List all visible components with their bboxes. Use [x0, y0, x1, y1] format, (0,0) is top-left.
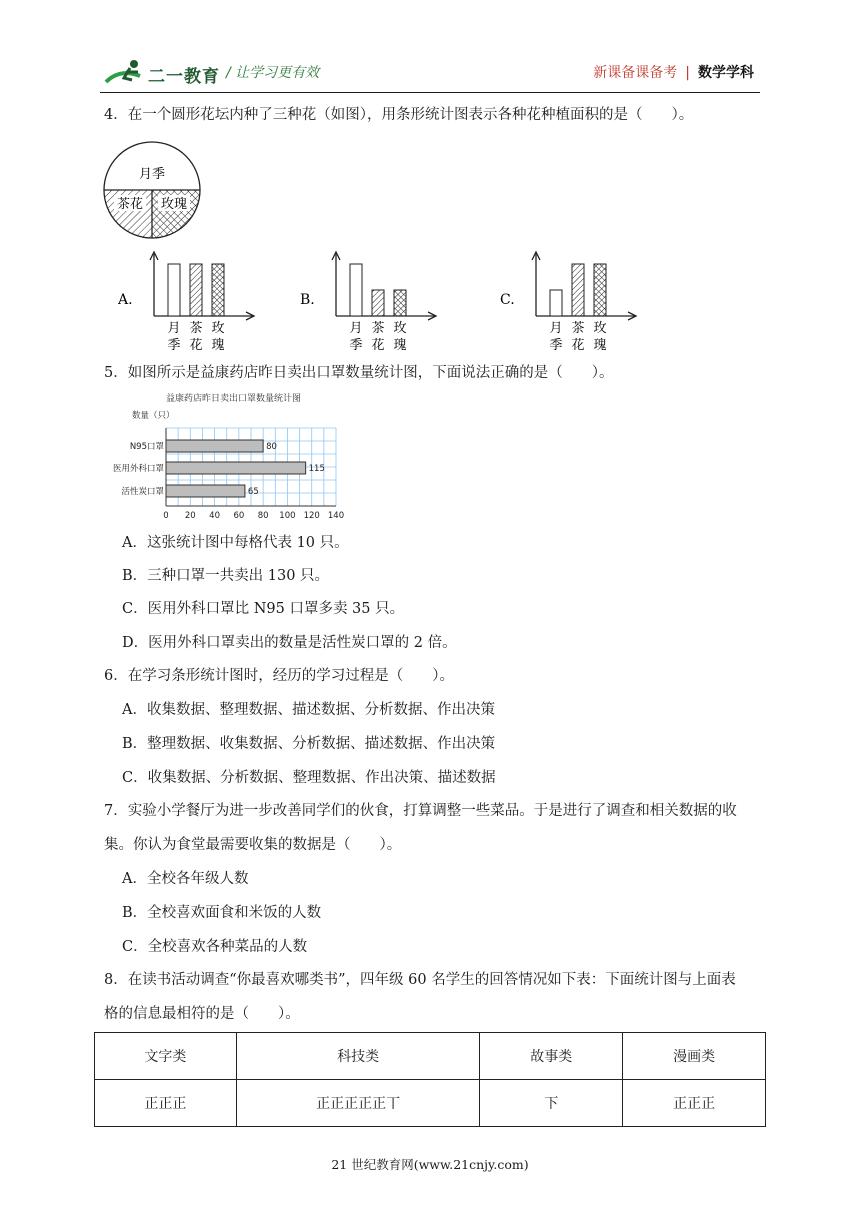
table-cell: 正正正正正丅 — [236, 1080, 480, 1127]
circle-label-yueji: 月季 — [138, 167, 166, 182]
q5-chart-ylabel: 数量（只） — [132, 411, 175, 421]
q4-stem: 4．在一个圆形花坛内种了三种花（如图），用条形统计图表示各种花种植面积的是（ ）。 — [104, 107, 694, 123]
bar — [594, 264, 606, 316]
data-label: 115 — [308, 464, 325, 474]
table-cell: 正正正 — [95, 1080, 237, 1127]
tick-label: 60 — [233, 511, 245, 521]
bar — [572, 264, 584, 316]
tick-label: 季 — [549, 338, 563, 353]
tick-label: 玫 — [211, 321, 225, 336]
tick-label: 月 — [549, 321, 563, 336]
q5-stem: 5．如图所示是益康药店昨日卖出口罩数量统计图，下面说法正确的是（ ）。 — [104, 365, 614, 381]
q7-option-a[interactable]: A．全校各年级人数 — [122, 871, 249, 887]
circle-label-meigui: 玫瑰 — [160, 197, 188, 212]
header-rule — [100, 92, 760, 93]
tick-label: 玫 — [593, 321, 607, 336]
bar — [394, 290, 406, 316]
q4-options-charts — [118, 246, 678, 356]
option-label[interactable]: A. — [118, 292, 133, 308]
tick-label: 0 — [163, 511, 169, 521]
bar — [166, 485, 245, 497]
option-label[interactable]: B. — [300, 292, 315, 308]
table-cell: 正正正 — [623, 1080, 766, 1127]
bar — [190, 264, 202, 316]
tick-label: 月 — [167, 321, 181, 336]
table-header-cell: 故事类 — [480, 1033, 623, 1080]
table-row — [95, 1080, 766, 1127]
tick-label: 花 — [189, 338, 203, 353]
tick-label: 100 — [279, 511, 296, 521]
bar — [166, 462, 306, 474]
bar — [166, 440, 263, 452]
header-subject: 数学学科 — [698, 65, 754, 81]
data-label: 80 — [266, 442, 277, 452]
category-label: 医用外科口罩 — [112, 464, 164, 474]
category-label: 活性炭口罩 — [121, 487, 164, 497]
bar — [168, 264, 180, 316]
q5-chart-title: 益康药店昨日卖出口罩数量统计图 — [166, 394, 302, 404]
tick-label: 茶 — [189, 321, 203, 336]
tick-label: 瑰 — [393, 338, 407, 353]
q6-option-b[interactable]: B．整理数据、收集数据、分析数据、描述数据、作出决策 — [122, 736, 496, 752]
header-separator: | — [685, 65, 690, 81]
q5-chart — [100, 388, 350, 523]
table-header-cell: 漫画类 — [623, 1033, 766, 1080]
bar — [350, 264, 362, 316]
bar — [550, 290, 562, 316]
circle-label-chahua: 茶花 — [116, 197, 144, 212]
tick-label: 瑰 — [593, 338, 607, 353]
tick-label: 80 — [257, 511, 269, 521]
q5-option-a[interactable]: A．这张统计图中每格代表 10 只。 — [122, 535, 349, 551]
table-cell: 下 — [480, 1080, 623, 1127]
tick-label: 季 — [167, 338, 181, 353]
category-label: N95口罩 — [129, 442, 164, 452]
q7-option-b[interactable]: B．全校喜欢面食和米饭的人数 — [122, 905, 322, 921]
tick-label: 120 — [303, 511, 320, 521]
q8-table — [94, 1032, 766, 1127]
page-footer: 21 世纪教育网(www.21cnjy.com) — [331, 1157, 529, 1172]
slogan: / 让学习更有效 — [226, 65, 320, 81]
q7-stem-line2: 集。你认为食堂最需要收集的数据是（ ）。 — [104, 837, 402, 853]
tick-label: 瑰 — [211, 338, 225, 353]
tick-label: 40 — [209, 511, 220, 521]
header-right — [593, 62, 754, 82]
tick-label: 茶 — [371, 321, 385, 336]
q7-stem-line1: 7．实验小学餐厅为进一步改善同学们的伙食，打算调整一些菜品。于是进行了调查和相关数据的收 — [104, 803, 737, 819]
q8-stem-line2: 格的信息最相符的是（ ）。 — [104, 1006, 300, 1022]
q4-circle-figure — [100, 138, 204, 242]
bar — [212, 264, 224, 316]
q7-option-c[interactable]: C．全校喜欢各种菜品的人数 — [122, 939, 308, 955]
tick-label: 140 — [327, 511, 345, 521]
table-header-cell: 科技类 — [236, 1033, 480, 1080]
tick-label: 季 — [349, 338, 363, 353]
q5-option-d[interactable]: D．医用外科口罩卖出的数量是活性炭口罩的 2 倍。 — [122, 635, 457, 651]
tick-label: 20 — [184, 511, 196, 521]
bar — [372, 290, 384, 316]
option-label[interactable]: C. — [500, 292, 515, 308]
data-label: 65 — [247, 487, 259, 497]
q5-option-c[interactable]: C．医用外科口罩比 N95 口罩多卖 35 只。 — [122, 601, 405, 617]
q6-option-a[interactable]: A．收集数据、整理数据、描述数据、分析数据、作出决策 — [122, 702, 495, 718]
tick-label: 花 — [371, 338, 385, 353]
q6-option-c[interactable]: C．收集数据、分析数据、整理数据、作出决策、描述数据 — [122, 770, 496, 786]
tick-label: 花 — [571, 338, 585, 353]
tick-label: 玫 — [393, 321, 407, 336]
tick-label: 茶 — [571, 321, 585, 336]
table-header-cell: 文字类 — [95, 1033, 237, 1080]
q5-option-b[interactable]: B．三种口罩一共卖出 130 只。 — [122, 568, 330, 584]
q6-stem: 6．在学习条形统计图时，经历的学习过程是（ ）。 — [104, 668, 454, 684]
brand-name: 二一教育 — [148, 67, 220, 87]
tick-label: 月 — [349, 321, 363, 336]
table-header-row — [95, 1033, 766, 1080]
header-course: 新课备课备考 — [593, 65, 678, 81]
q8-stem-line1: 8．在读书活动调查“你最喜欢哪类书”，四年级 60 名学生的回答情况如下表：下面统计图与上面表 — [104, 972, 736, 988]
